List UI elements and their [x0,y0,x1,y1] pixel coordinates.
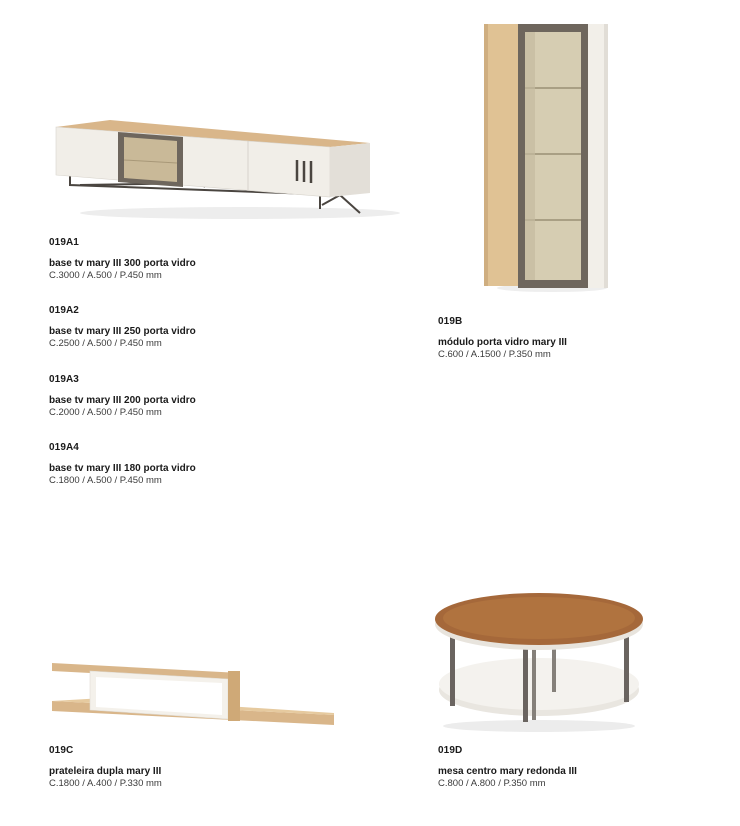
product-code: 019B [438,316,463,327]
product-name: módulo porta vidro mary III [438,337,567,348]
product-dimensions: C.3000 / A.500 / P.450 mm [49,270,162,281]
product-code: 019D [438,745,463,756]
tv-base-image [40,105,410,225]
glass-cabinet-image [480,20,615,292]
double-shelf-image [44,655,344,735]
product-name: base tv mary III 180 porta vidro [49,463,196,474]
product-dimensions: C.1800 / A.500 / P.450 mm [49,475,162,486]
product-name: mesa centro mary redonda III [438,766,577,777]
product-019A3 [49,374,196,418]
product-019A1 [49,237,196,281]
product-dimensions: C.800 / A.800 / P.350 mm [438,778,546,789]
product-019D [438,745,577,789]
product-name: base tv mary III 250 porta vidro [49,326,196,337]
product-code: 019A1 [49,237,79,248]
product-019A4 [49,442,196,486]
product-name: base tv mary III 200 porta vidro [49,395,196,406]
product-name: prateleira dupla mary III [49,766,162,777]
product-019A2 [49,305,196,349]
round-table-image [428,588,650,733]
product-dimensions: C.2000 / A.500 / P.450 mm [49,407,162,418]
product-name: base tv mary III 300 porta vidro [49,258,196,269]
product-019C [49,745,162,789]
product-code: 019A4 [49,442,79,453]
product-code: 019A2 [49,305,79,316]
product-dimensions: C.2500 / A.500 / P.450 mm [49,338,162,349]
product-code: 019A3 [49,374,79,385]
product-dimensions: C.1800 / A.400 / P.330 mm [49,778,162,789]
product-code: 019C [49,745,74,756]
product-019B [438,316,567,360]
product-dimensions: C.600 / A.1500 / P.350 mm [438,349,551,360]
